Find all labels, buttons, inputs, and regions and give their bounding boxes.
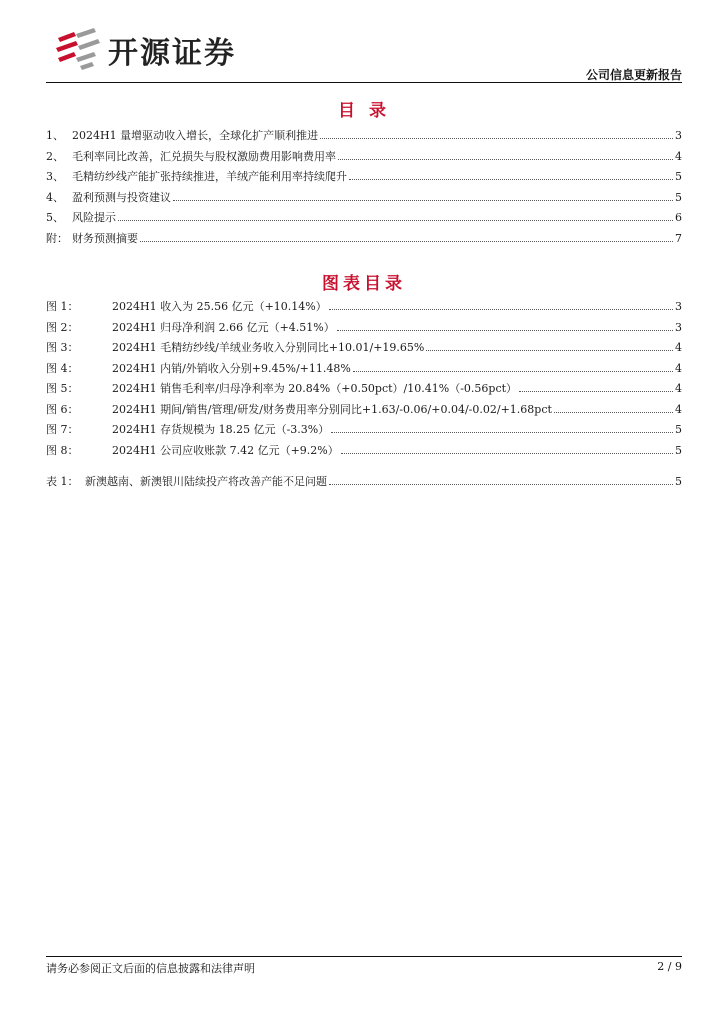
figure-item-title[interactable]: 2024H1 销售毛利率/归母净利率为 20.84%（+0.50pct）/10.41%（-0.56pct） — [112, 382, 518, 395]
tables-list — [46, 472, 682, 493]
toc-item-title[interactable]: 毛精纺纱线产能扩张持续推进，羊绒产能利用率持续爬升 — [72, 170, 347, 183]
figure-item-title[interactable]: 2024H1 收入为 25.56 亿元（+10.14%） — [112, 300, 327, 313]
dot-leader — [337, 330, 673, 331]
toc-title: 目 录 — [338, 101, 390, 121]
toc-item-number: 2、 — [46, 149, 64, 163]
toc-item-page[interactable]: 7 — [675, 231, 682, 245]
figure-item-number: 图 4： — [46, 361, 79, 375]
figure-item[interactable] — [46, 379, 682, 400]
toc-item[interactable] — [46, 188, 682, 209]
report-type-label: 公司信息更新报告 — [585, 68, 682, 82]
figure-item-page[interactable]: 3 — [675, 300, 682, 313]
toc-item-number: 3、 — [46, 170, 64, 183]
toc-item-title[interactable]: 财务预测摘要 — [72, 231, 138, 245]
figure-item-page[interactable]: 4 — [675, 402, 682, 416]
table-item-number: 表 1： — [46, 475, 79, 488]
figure-item-number: 图 3： — [46, 341, 79, 354]
figure-item-page[interactable]: 3 — [675, 320, 682, 334]
figure-item[interactable] — [46, 441, 682, 462]
figure-item[interactable] — [46, 297, 682, 318]
table-item[interactable] — [46, 472, 682, 493]
figure-item-page[interactable]: 4 — [675, 382, 682, 395]
toc-item-page[interactable]: 6 — [675, 211, 682, 224]
logo-text: 开源证券 — [108, 36, 236, 71]
figure-item-title[interactable]: 2024H1 归母净利润 2.66 亿元（+4.51%） — [112, 320, 335, 334]
kaiyuan-logo-icon — [54, 26, 100, 70]
toc-item-title[interactable]: 盈利预测与投资建议 — [72, 190, 171, 204]
dot-leader — [320, 138, 673, 139]
dot-leader — [554, 412, 673, 413]
toc-item[interactable] — [46, 167, 682, 188]
figure-item-page[interactable]: 4 — [675, 361, 682, 375]
figure-item-title[interactable]: 2024H1 期间/销售/管理/研发/财务费用率分别同比+1.63/-0.06/+0.04/-0.02/+1.68pct — [112, 402, 552, 416]
dot-leader — [329, 309, 673, 310]
toc-item[interactable] — [46, 126, 682, 147]
toc-item-page[interactable]: 5 — [675, 190, 682, 204]
toc-item-number: 1、 — [46, 129, 64, 142]
figure-item-number: 图 1： — [46, 300, 79, 313]
footer-divider — [46, 956, 682, 957]
dot-leader — [118, 220, 673, 221]
figure-item-number: 图 7： — [46, 423, 79, 436]
figure-item[interactable] — [46, 318, 682, 339]
toc-item-title[interactable]: 2024H1 量增驱动收入增长，全球化扩产顺利推进 — [72, 129, 319, 142]
toc-item-number: 附： — [46, 231, 68, 245]
figure-item[interactable] — [46, 359, 682, 380]
toc-item[interactable] — [46, 229, 682, 250]
figure-item-title[interactable]: 2024H1 存货规模为 18.25 亿元（-3.3%） — [112, 423, 330, 436]
dot-leader — [338, 159, 673, 160]
header-divider — [46, 82, 682, 83]
figure-item-number: 图 8： — [46, 443, 79, 457]
dot-leader — [331, 432, 673, 433]
dot-leader — [173, 200, 673, 201]
figures-list — [46, 297, 682, 461]
page-header — [46, 18, 682, 80]
toc-item[interactable] — [46, 147, 682, 168]
figure-item-title[interactable]: 2024H1 内销/外销收入分别+9.45%/+11.48% — [112, 361, 351, 375]
page-number: 2 / 9 — [657, 960, 682, 973]
figure-item-page[interactable]: 4 — [675, 341, 682, 354]
figure-item[interactable] — [46, 420, 682, 441]
toc-item-number: 4、 — [46, 190, 64, 204]
figure-item-title[interactable]: 2024H1 毛精纺纱线/羊绒业务收入分别同比+10.01/+19.65% — [112, 341, 425, 354]
toc-item-title[interactable]: 毛利率同比改善，汇兑损失与股权激励费用影响费用率 — [72, 149, 336, 163]
figure-item[interactable] — [46, 338, 682, 359]
table-item-title[interactable]: 新澳越南、新澳银川陆续投产将改善产能不足问题 — [85, 475, 327, 488]
figure-item[interactable] — [46, 400, 682, 421]
figure-item-number: 图 5： — [46, 382, 79, 395]
figure-item-page[interactable]: 5 — [675, 443, 682, 457]
dot-leader — [140, 241, 673, 242]
dot-leader — [341, 453, 673, 454]
dot-leader — [519, 391, 673, 392]
toc-item-page[interactable]: 3 — [675, 129, 682, 142]
toc-list — [46, 126, 682, 249]
figure-item-title[interactable]: 2024H1 公司应收账款 7.42 亿元（+9.2%） — [112, 443, 339, 457]
figure-item-number: 图 2： — [46, 320, 79, 334]
dot-leader — [349, 179, 673, 180]
toc-item-page[interactable]: 5 — [675, 170, 682, 183]
footer-disclaimer: 请务必参阅正文后面的信息披露和法律声明 — [46, 962, 255, 975]
toc-item-title[interactable]: 风险提示 — [72, 211, 116, 224]
toc-item[interactable] — [46, 208, 682, 229]
toc-item-number: 5、 — [46, 211, 64, 224]
figures-title: 图表目录 — [322, 274, 406, 294]
figure-item-number: 图 6： — [46, 402, 79, 416]
toc-item-page[interactable]: 4 — [675, 149, 682, 163]
table-item-page[interactable]: 5 — [675, 475, 682, 488]
dot-leader — [426, 350, 673, 351]
dot-leader — [329, 484, 673, 485]
figure-item-page[interactable]: 5 — [675, 423, 682, 436]
dot-leader — [353, 371, 673, 372]
